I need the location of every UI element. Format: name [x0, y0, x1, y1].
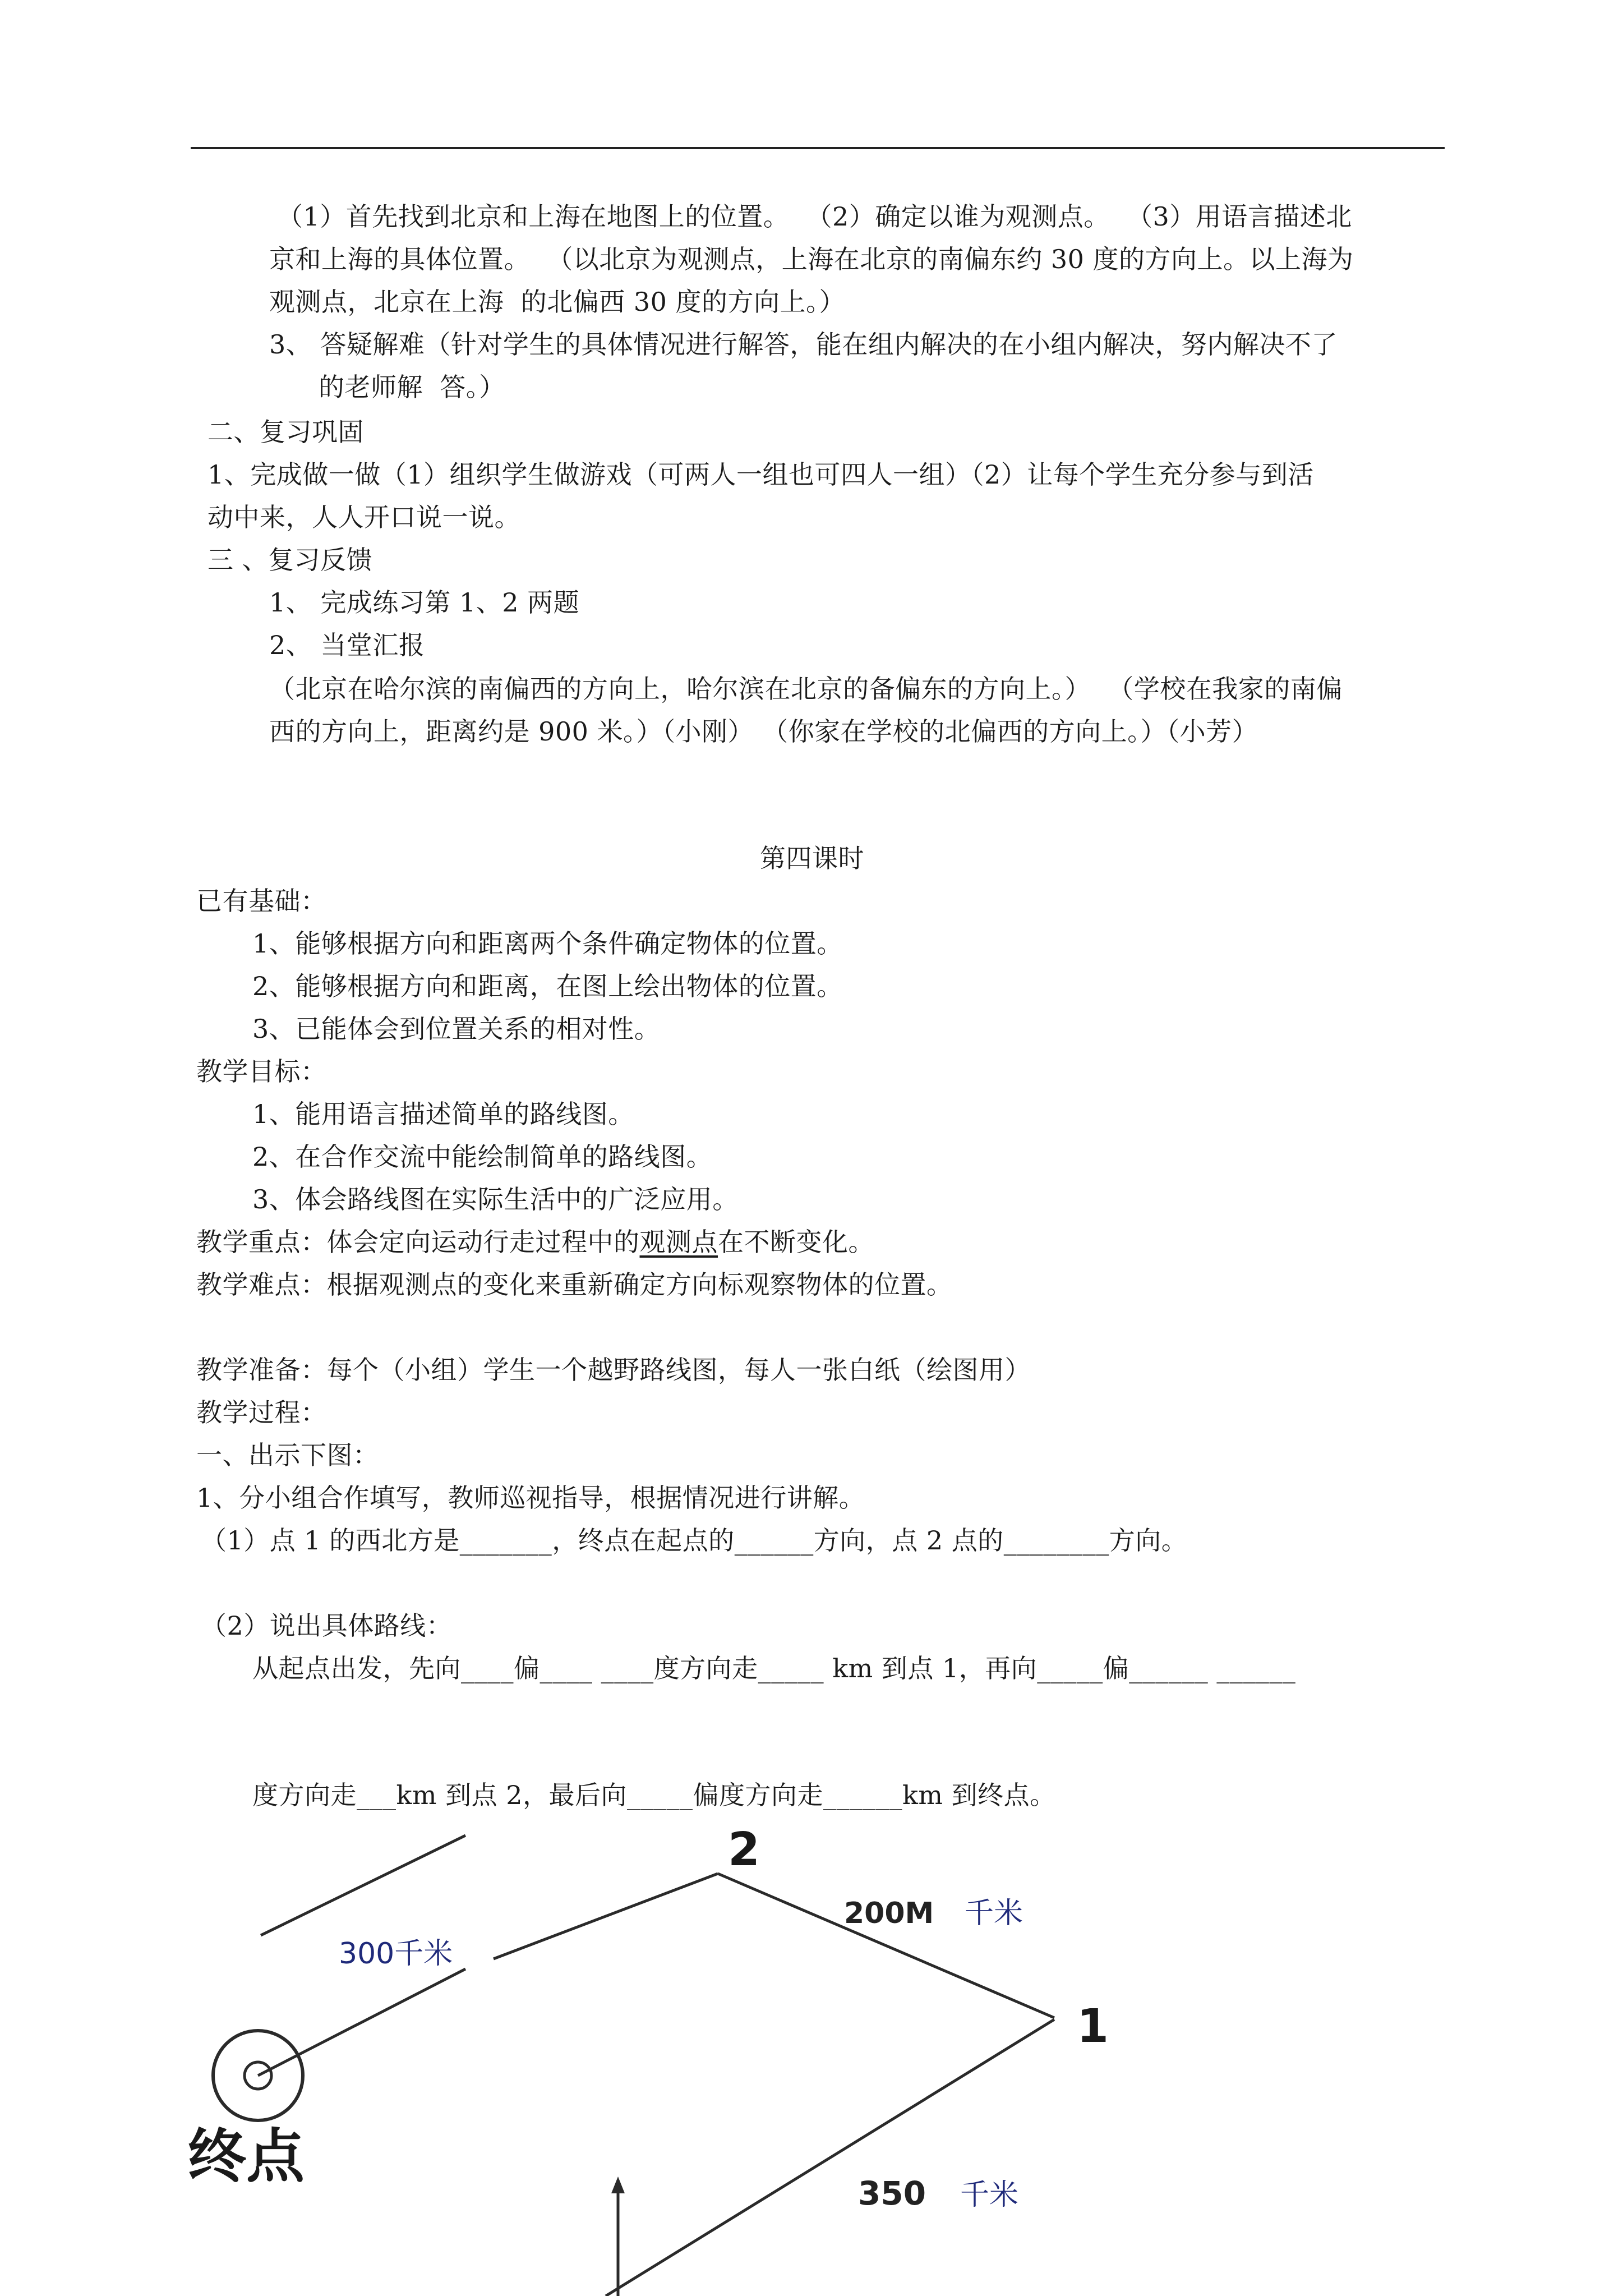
section-heading: 一、出示下图：	[196, 1440, 379, 1470]
text-line: 京和上海的具体位置。 （以北京为观测点，上海在北京的南偏东约 30 度的方向上。以上海为	[269, 244, 1354, 274]
route-segment-end-to-2	[261, 1835, 465, 1935]
section-heading: 教学过程：	[196, 1397, 327, 1428]
lesson-title: 第四课时	[760, 843, 864, 873]
text-line: 2、能够根据方向和距离，在图上绘出物体的位置。	[252, 971, 843, 1001]
section-heading: 三 、复习反馈	[208, 545, 373, 575]
text-line: 3、体会路线图在实际生活中的广泛应用。	[252, 1184, 739, 1214]
route-segment-1-to-start	[606, 2019, 1054, 2296]
text-line: 2、 当堂汇报	[269, 630, 425, 660]
north-arrow-head	[611, 2177, 625, 2193]
route-segment-2-left	[494, 1874, 718, 1959]
distance-350-label: 350	[858, 2174, 926, 2212]
point-1-label: 1	[1077, 2000, 1109, 2053]
end-point-label: 终点	[188, 2122, 305, 2191]
route-diagram	[0, 1829, 1623, 2296]
question-line: 从起点出发，先向____偏____ ____度方向走_____ km 到点 1，再向_____偏______ ______	[252, 1653, 1296, 1683]
key-point-prefix: 教学重点：体会定向运动行走过程中的	[196, 1227, 640, 1257]
text-line: 动中来，人人开口说一说。	[208, 502, 520, 532]
section-heading: 已有基础：	[196, 886, 327, 916]
text-line: 教学准备：每个（小组）学生一个越野路线图，每人一张白纸（绘图用）	[196, 1355, 1031, 1385]
question-line: （1）点 1 的西北方是_______，终点在起点的______方向，点 2 点的________方向。	[201, 1525, 1188, 1556]
route-segment-2-to-1	[718, 1874, 1054, 2018]
underlined-term: 观测点	[639, 1227, 718, 1257]
text-line: 1、能够根据方向和距离两个条件确定物体的位置。	[252, 928, 843, 959]
text-line: （北京在哈尔滨的南偏西的方向上，哈尔滨在北京的备偏东的方向上。） （学校在我家的南偏	[269, 674, 1343, 704]
route-segment-end-to-2-start	[258, 1969, 465, 2076]
text-line: 的老师解 答。）	[319, 372, 505, 402]
text-line: 3、已能体会到位置关系的相对性。	[252, 1014, 661, 1044]
text-line: 1、能用语言描述简单的路线图。	[252, 1099, 634, 1129]
text-line: 1、完成做一做（1）组织学生做游戏（可两人一组也可四人一组）（2）让每个学生充分参与到活	[208, 459, 1314, 490]
header-rule	[191, 147, 1445, 149]
question-line: （2）说出具体路线：	[201, 1611, 453, 1641]
text-line: 1、 完成练习第 1、2 两题	[269, 587, 580, 618]
distance-300-label: 300千米	[339, 1937, 453, 1971]
text-line: 教学难点：根据观测点的变化来重新确定方向标观察物体的位置。	[196, 1269, 953, 1300]
text-line: 2、在合作交流中能绘制简单的路线图。	[252, 1142, 713, 1172]
text-line: 1、分小组合作填写，教师巡视指导，根据情况进行讲解。	[196, 1483, 865, 1513]
text-line: （1）首先找到北京和上海在地图上的位置。 （2）确定以谁为观测点。 （3）用语言描述北	[277, 201, 1352, 232]
point-2-label: 2	[728, 1829, 760, 1876]
section-heading: 二、复习巩固	[208, 417, 364, 447]
distance-350-unit: 千米	[960, 2178, 1019, 2212]
distance-200-label: 200M	[844, 1897, 934, 1930]
text-line	[196, 1225, 874, 1259]
text-line: 3、 答疑解难（针对学生的具体情况进行解答，能在组内解决的在小组内解决，努内解决不了	[269, 329, 1338, 360]
section-heading: 教学目标：	[196, 1056, 327, 1087]
distance-200-unit: 千米	[965, 1897, 1023, 1930]
text-line: 西的方向上，距离约是 900 米。）（小刚） （你家在学校的北偏西的方向上。）（小芳）	[269, 716, 1258, 747]
key-point-suffix: 在不断变化。	[718, 1227, 874, 1257]
question-line: 度方向走___km 到点 2，最后向_____偏度方向走______km 到终点。	[252, 1780, 1056, 1810]
text-line: 观测点，北京在上海 的北偏西 30 度的方向上。）	[269, 287, 846, 317]
